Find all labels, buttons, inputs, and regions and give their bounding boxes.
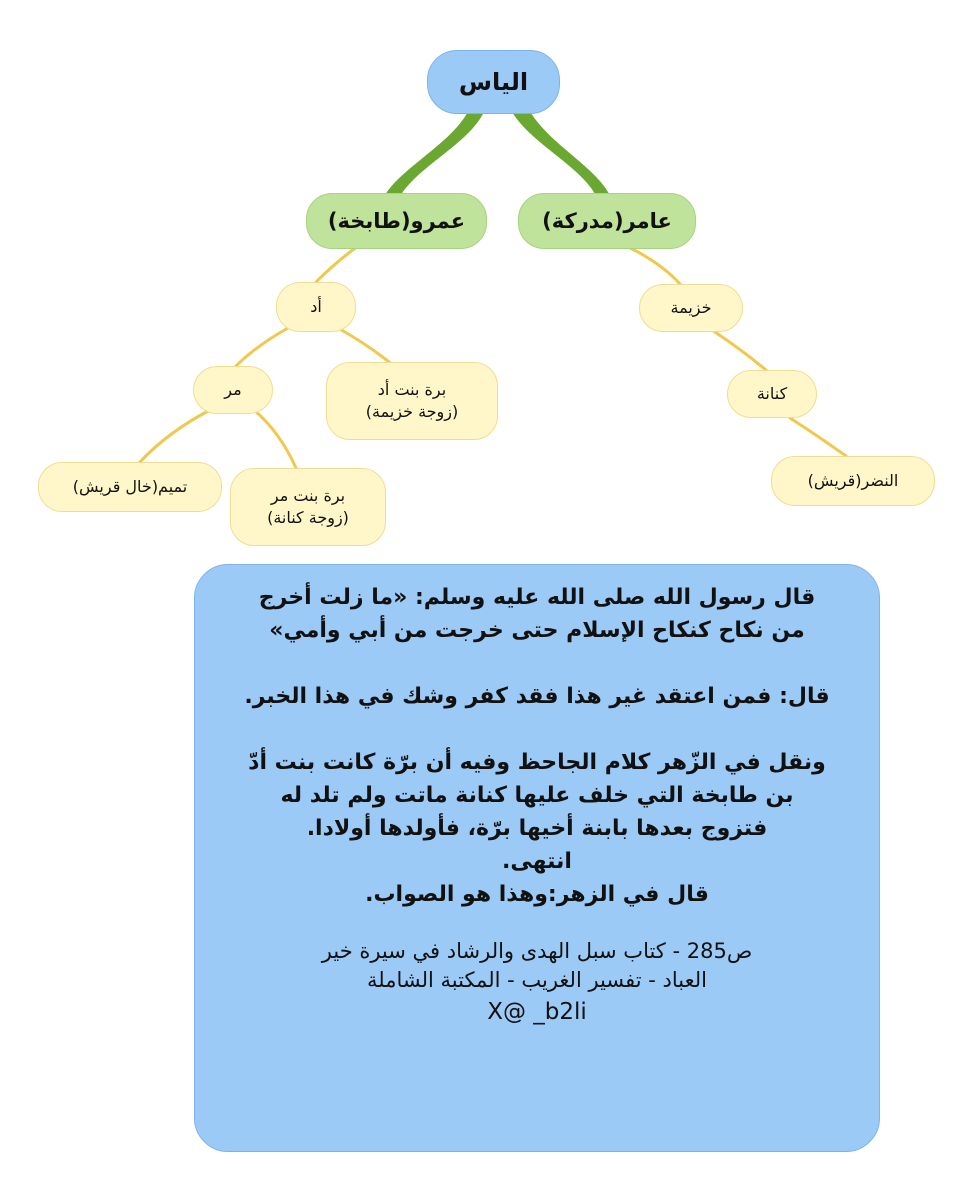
node-khuzayma bbox=[639, 284, 743, 332]
node-murr bbox=[193, 366, 273, 414]
node-ilyas bbox=[427, 50, 560, 114]
connector-khuzayma-kinana bbox=[712, 330, 766, 370]
node-udd-label: أد bbox=[310, 297, 322, 317]
node-barra-bint-murr-line2: (زوجة كنانة) bbox=[267, 508, 349, 527]
node-barra-bint-udd bbox=[326, 362, 498, 440]
zuhr-line-1: ونقل في الزّهر كلام الجاحظ وفيه أن برّة كانت بنت أدّ bbox=[248, 750, 826, 775]
node-ilyas-label: الياس bbox=[458, 67, 529, 96]
source-line-2: العباد - تفسير الغريب - المكتبة الشاملة bbox=[367, 968, 707, 992]
node-barra-bint-murr bbox=[230, 468, 386, 546]
node-kinana-label: كنانة bbox=[756, 384, 788, 404]
node-barra-bint-udd-line2: (زوجة خزيمة) bbox=[365, 402, 459, 421]
connector-udd-murr bbox=[236, 328, 288, 366]
hadith-line-1: قال رسول الله صلى الله عليه وسلم: «ما زلت أخرج bbox=[258, 585, 816, 610]
node-tamim bbox=[38, 462, 222, 512]
node-amr-tabikha bbox=[306, 193, 487, 249]
node-nadr bbox=[771, 456, 935, 506]
connector-root-right bbox=[512, 108, 612, 200]
connector-amer-khuzayma bbox=[626, 246, 680, 284]
node-murr-label: مر bbox=[224, 380, 242, 400]
connector-root-left bbox=[382, 108, 484, 200]
connector-udd-barra bbox=[338, 328, 394, 366]
source-line-1: ص285 - كتاب سبل الهدى والرشاد في سيرة خير bbox=[321, 939, 753, 963]
source-citation bbox=[235, 937, 839, 995]
node-barra-bint-murr-line1: برة بنت مر bbox=[270, 486, 346, 506]
zuhr-line-3: فتزوج بعدها بابنة أخيها برّة، فأولدها أولادا. bbox=[306, 816, 768, 841]
node-tamim-label: تميم(خال قريش) bbox=[72, 477, 188, 497]
connector-kinana-nadr bbox=[790, 418, 846, 456]
zuhr-line-4: انتهى. bbox=[502, 849, 572, 874]
node-khuzayma-label: خزيمة bbox=[670, 298, 712, 318]
node-amer-mudrika bbox=[518, 193, 696, 249]
node-barra-bint-udd-line1: برة بنت أد bbox=[377, 380, 447, 400]
node-kinana bbox=[727, 370, 817, 418]
connector-murr-barra bbox=[254, 410, 296, 468]
node-nadr-label: النضر(قريش) bbox=[807, 471, 899, 491]
ruling-line: قال: فمن اعتقد غير هذا فقد كفر وشك في هذا الخبر. bbox=[244, 684, 830, 709]
quote-box bbox=[194, 564, 880, 1152]
author-handle: X@ _b2li bbox=[487, 999, 587, 1025]
connector-amr-udd bbox=[316, 246, 358, 282]
node-amr-tabikha-label: عمرو(طابخة) bbox=[327, 208, 466, 233]
connector-murr-tamim bbox=[140, 410, 210, 462]
hadith-line-2: من نكاح كنكاح الإسلام حتى خرجت من أبي وأمي» bbox=[269, 618, 805, 643]
zuhr-line-5: قال في الزهر:وهذا هو الصواب. bbox=[365, 882, 709, 907]
zuhr-line-2: بن طابخة التي خلف عليها كنانة ماتت ولم تلد له bbox=[280, 783, 794, 808]
node-udd bbox=[276, 282, 356, 332]
node-amer-mudrika-label: عامر(مدركة) bbox=[542, 208, 672, 233]
